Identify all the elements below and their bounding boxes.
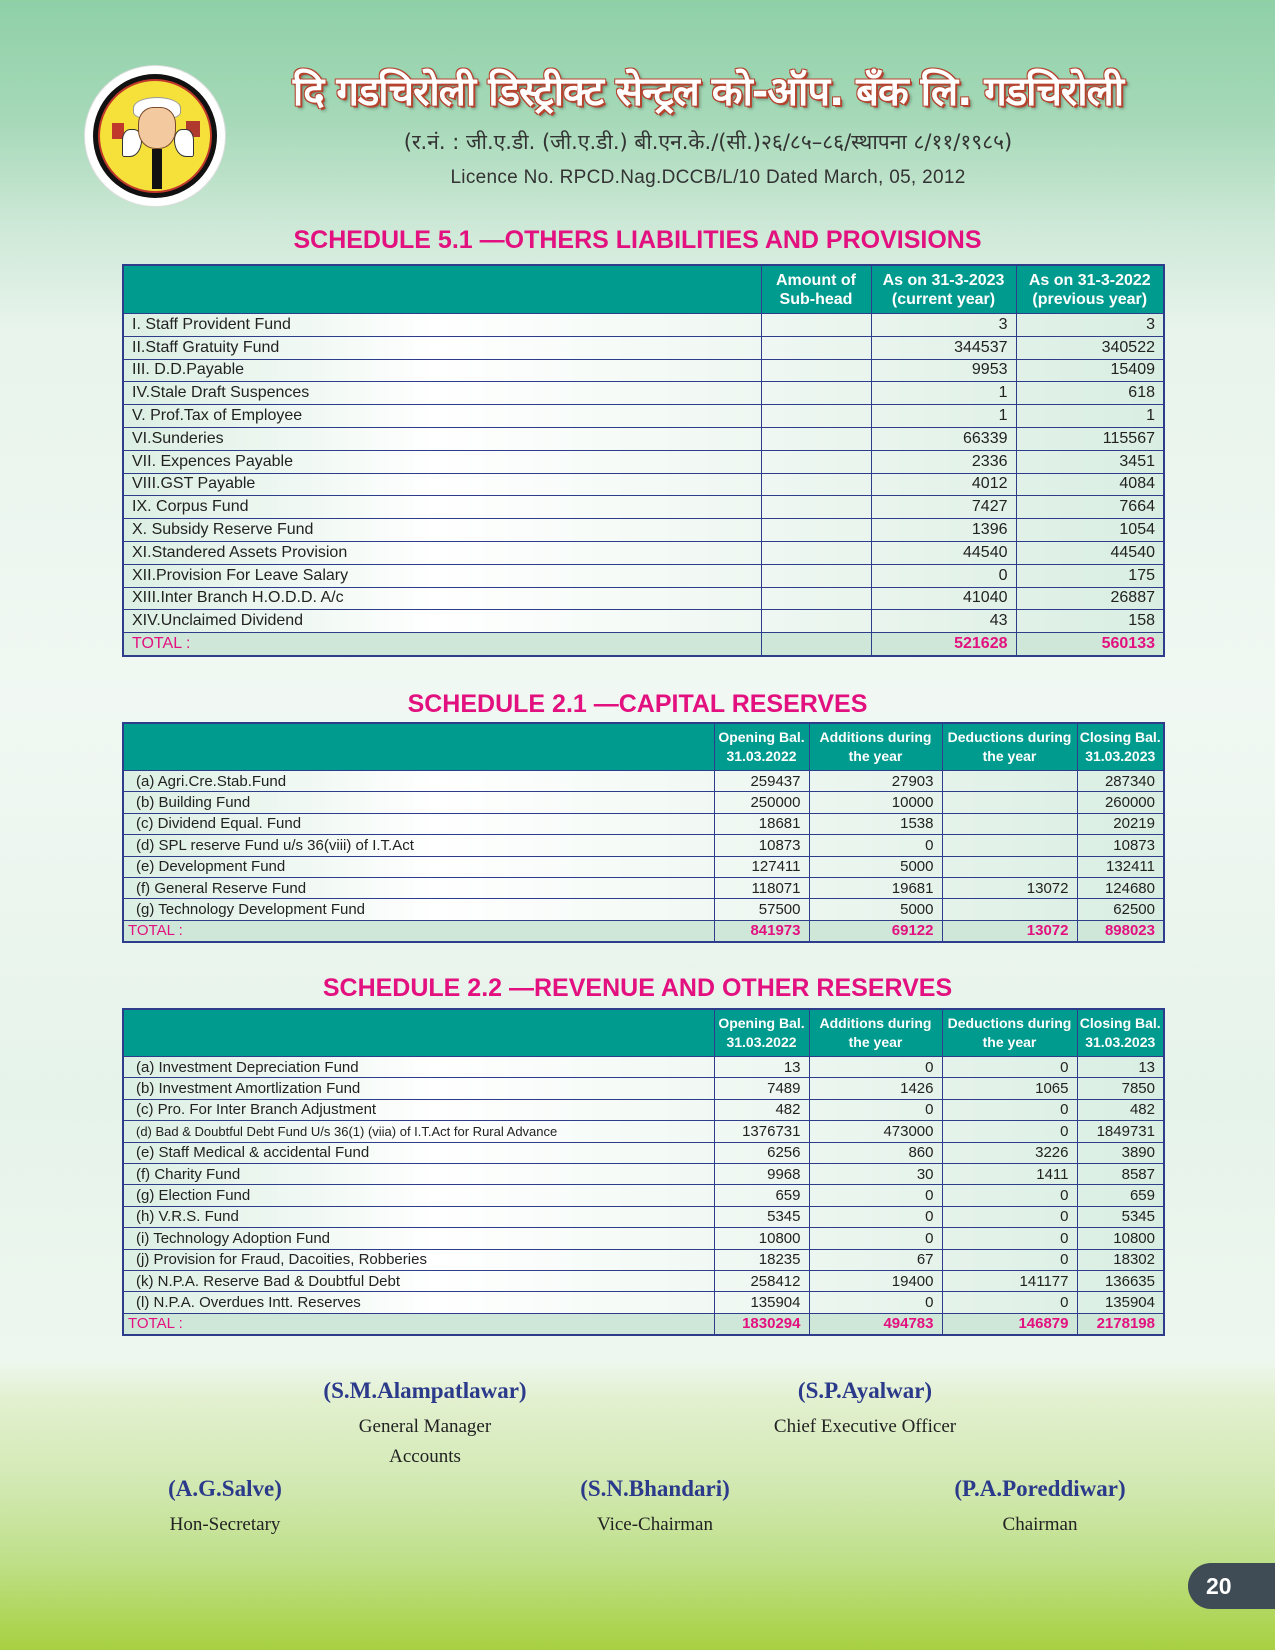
column-header [123,1009,714,1057]
column-header-line: 31.03.2022 [726,1034,797,1050]
table-row [123,1292,1164,1313]
cell-previous: 7664 [1016,496,1164,519]
cell-closing: 132411 [1077,856,1164,877]
cell-deductions: 0 [942,1185,1077,1206]
cell-opening: 135904 [714,1292,809,1313]
cell-deductions: 0 [942,1292,1077,1313]
cell-previous: 1054 [1016,519,1164,542]
signatory-role-line: Hon-Secretary [169,1514,281,1535]
column-header-line: As on 31-3-2023 [882,271,1005,289]
table-row [123,450,1164,473]
column-header-line: Additions during [819,729,932,745]
row-label: II.Staff Gratuity Fund [123,336,761,359]
cell-deductions: 146879 [942,1313,1077,1335]
cell-deductions: 141177 [942,1270,1077,1291]
cell-additions: 5000 [809,856,942,877]
row-label: (j) Provision for Fraud, Dacoities, Robberies [123,1249,714,1270]
cell-additions: 0 [809,1099,942,1120]
cell-subhead [761,633,871,656]
signatory-role [910,1510,1170,1540]
cell-additions: 494783 [809,1313,942,1335]
cell-closing: 10873 [1077,835,1164,856]
cell-additions: 1538 [809,813,942,834]
total-row [123,1313,1164,1335]
row-label: (e) Development Fund [123,856,714,877]
column-header [809,723,942,771]
column-header [942,1009,1077,1057]
cell-current: 41040 [871,587,1016,610]
signatory-name: (S.P.Ayalwar) [797,1378,933,1403]
row-label: III. D.D.Payable [123,359,761,382]
cell-closing: 18302 [1077,1249,1164,1270]
column-header-line: 31.03.2022 [726,748,797,764]
row-label: (g) Technology Development Fund [123,899,714,920]
total-row [123,920,1164,942]
cell-closing: 1849731 [1077,1121,1164,1142]
row-label: I. Staff Provident Fund [123,314,761,337]
table-row [123,1185,1164,1206]
signatory-role [270,1412,580,1472]
column-header-line: Deductions during [947,729,1072,745]
schedule-5-1-table [122,264,1165,657]
cell-previous: 618 [1016,382,1164,405]
table-header-row [123,723,1164,771]
cell-deductions: 13072 [942,920,1077,942]
row-label: VII. Expences Payable [123,450,761,473]
signatory-name: (A.G.Salve) [168,1476,282,1501]
cell-opening: 250000 [714,792,809,813]
cell-additions: 19681 [809,877,942,898]
column-header [942,723,1077,771]
cell-deductions [942,835,1077,856]
cell-additions: 473000 [809,1121,942,1142]
cell-deductions: 1065 [942,1078,1077,1099]
cell-opening: 18681 [714,813,809,834]
cell-additions: 5000 [809,899,942,920]
cell-closing: 482 [1077,1099,1164,1120]
column-header-line: Sub-head [779,290,853,308]
row-label: TOTAL : [123,633,761,656]
table-row [123,427,1164,450]
cell-subhead [761,314,871,337]
cell-current: 43 [871,610,1016,633]
cell-deductions: 0 [942,1228,1077,1249]
cell-additions: 0 [809,835,942,856]
table-row [123,1078,1164,1099]
column-header-line: Closing Bal. [1079,729,1161,745]
table-row [123,1270,1164,1291]
column-header-line: As on 31-3-2022 [1028,271,1151,289]
cell-previous: 158 [1016,610,1164,633]
column-header-line: Deductions during [947,1015,1072,1031]
cell-current: 0 [871,564,1016,587]
column-header-line: the year [848,1034,903,1050]
table-row [123,856,1164,877]
cell-previous: 44540 [1016,541,1164,564]
table-row [123,1228,1164,1249]
cell-opening: 10873 [714,835,809,856]
cell-previous: 26887 [1016,587,1164,610]
column-header-line: the year [982,1034,1037,1050]
table-row [123,541,1164,564]
cell-subhead [761,564,871,587]
cell-closing: 136635 [1077,1270,1164,1291]
schedule-2-2-table [122,1008,1165,1336]
row-label: XII.Provision For Leave Salary [123,564,761,587]
cell-previous: 560133 [1016,633,1164,656]
schedule-5-1-title: SCHEDULE 5.1 —OTHERS LIABILITIES AND PROVISIONS [293,226,982,254]
table-row [123,473,1164,496]
cell-subhead [761,359,871,382]
signatory-role [715,1412,1015,1442]
cell-subhead [761,541,871,564]
cell-subhead [761,473,871,496]
column-header [714,1009,809,1057]
cell-opening: 1830294 [714,1313,809,1335]
schedule-2-2-title: SCHEDULE 2.2 —REVENUE AND OTHER RESERVES [322,974,953,1002]
cell-closing: 10800 [1077,1228,1164,1249]
table-row [123,1206,1164,1227]
row-label: (l) N.P.A. Overdues Intt. Reserves [123,1292,714,1313]
cell-opening: 482 [714,1099,809,1120]
row-label: (e) Staff Medical & accidental Fund [123,1142,714,1163]
cell-additions: 860 [809,1142,942,1163]
cell-current: 66339 [871,427,1016,450]
table-row [123,1163,1164,1184]
cell-deductions [942,856,1077,877]
cell-closing: 2178198 [1077,1313,1164,1335]
cell-deductions: 0 [942,1121,1077,1142]
schedule-2-1-table [122,722,1165,943]
column-header-line: Opening Bal. [718,729,805,745]
cell-closing: 62500 [1077,899,1164,920]
cell-opening: 118071 [714,877,809,898]
row-label: XI.Standered Assets Provision [123,541,761,564]
column-header-line: 31.03.2023 [1085,748,1156,764]
signatory-role-line: Chairman [1002,1514,1078,1535]
signatory-role [530,1510,780,1540]
cell-closing: 13 [1077,1057,1164,1078]
bank-emblem-icon [98,79,212,193]
row-label: VI.Sunderies [123,427,761,450]
table-row [123,1142,1164,1163]
signatory-name: (S.M.Alampatlawar) [323,1378,527,1403]
cell-current: 2336 [871,450,1016,473]
cell-previous: 3451 [1016,450,1164,473]
table-row [123,359,1164,382]
table-row [123,1099,1164,1120]
column-header [123,723,714,771]
cell-deductions [942,771,1077,792]
table-row [123,813,1164,834]
row-label: (d) SPL reserve Fund u/s 36(viii) of I.T.Act [123,835,714,856]
table-row [123,314,1164,337]
signatory-name: (P.A.Poreddiwar) [954,1476,1126,1501]
column-header [1016,265,1164,314]
column-header [871,265,1016,314]
cell-deductions: 3226 [942,1142,1077,1163]
column-header-line: the year [982,748,1037,764]
row-label: VIII.GST Payable [123,473,761,496]
bank-logo [85,66,225,206]
table-row [123,835,1164,856]
column-header-line: (previous year) [1032,290,1148,308]
cell-deductions [942,813,1077,834]
cell-current: 1 [871,382,1016,405]
table-row [123,610,1164,633]
cell-opening: 259437 [714,771,809,792]
row-label: (a) Investment Depreciation Fund [123,1057,714,1078]
table-row [123,1249,1164,1270]
cell-subhead [761,336,871,359]
table-row [123,496,1164,519]
table-row [123,1057,1164,1078]
table-row [123,771,1164,792]
table-row [123,587,1164,610]
cell-opening: 13 [714,1057,809,1078]
cell-additions: 10000 [809,792,942,813]
cell-subhead [761,519,871,542]
cell-additions: 0 [809,1185,942,1206]
cell-subhead [761,382,871,405]
column-header [761,265,871,314]
row-label: (i) Technology Adoption Fund [123,1228,714,1249]
cell-previous: 15409 [1016,359,1164,382]
cell-deductions [942,899,1077,920]
cell-opening: 7489 [714,1078,809,1099]
cell-additions: 67 [809,1249,942,1270]
row-label: IV.Stale Draft Suspences [123,382,761,405]
cell-opening: 1376731 [714,1121,809,1142]
cell-closing: 8587 [1077,1163,1164,1184]
signature-general-manager [270,1378,580,1472]
table-header-row [123,265,1164,314]
cell-deductions [942,792,1077,813]
table-row [123,564,1164,587]
row-label: (a) Agri.Cre.Stab.Fund [123,771,714,792]
row-label: (c) Pro. For Inter Branch Adjustment [123,1099,714,1120]
cell-deductions: 0 [942,1206,1077,1227]
signatory-role-line: Vice-Chairman [597,1514,713,1535]
cell-opening: 9968 [714,1163,809,1184]
signature-chairman [910,1476,1170,1540]
cell-closing: 3890 [1077,1142,1164,1163]
cell-subhead [761,405,871,428]
cell-closing: 135904 [1077,1292,1164,1313]
schedule-2-1-title: SCHEDULE 2.1 —CAPITAL RESERVES [407,690,868,718]
cell-closing: 7850 [1077,1078,1164,1099]
cell-current: 7427 [871,496,1016,519]
table-row [123,382,1164,405]
farmer-face-icon [138,107,176,149]
cell-opening: 6256 [714,1142,809,1163]
cell-closing: 260000 [1077,792,1164,813]
column-header [1077,1009,1164,1057]
cell-opening: 18235 [714,1249,809,1270]
row-label: (b) Investment Amortlization Fund [123,1078,714,1099]
column-header [1077,723,1164,771]
registration-number: (र.नं. : जी.ए.डी. (जी.ए.डी.) बी.एन.के./(सी.)२६/८५–८६/स्थापना ८/११/१९८५) [403,130,1013,154]
cell-additions: 69122 [809,920,942,942]
row-label: (h) V.R.S. Fund [123,1206,714,1227]
cell-opening: 127411 [714,856,809,877]
column-header-line: Amount of [776,271,856,289]
cell-previous: 3 [1016,314,1164,337]
table-row [123,899,1164,920]
row-label: V. Prof.Tax of Employee [123,405,761,428]
column-header-line: (current year) [891,290,996,308]
table-row [123,792,1164,813]
signatory-role-line: Accounts [389,1446,461,1467]
row-label: (b) Building Fund [123,792,714,813]
cell-previous: 175 [1016,564,1164,587]
cell-closing: 124680 [1077,877,1164,898]
signatory-role-line: General Manager [358,1416,492,1437]
row-label: (f) General Reserve Fund [123,877,714,898]
row-label: XIV.Unclaimed Dividend [123,610,761,633]
cell-opening: 10800 [714,1228,809,1249]
cell-previous: 115567 [1016,427,1164,450]
column-header-line: the year [848,748,903,764]
cell-current: 1 [871,405,1016,428]
table-row [123,519,1164,542]
cell-additions: 0 [809,1228,942,1249]
table-row [123,1121,1164,1142]
row-label: X. Subsidy Reserve Fund [123,519,761,542]
row-label: (f) Charity Fund [123,1163,714,1184]
cell-opening: 57500 [714,899,809,920]
cell-current: 344537 [871,336,1016,359]
cell-subhead [761,496,871,519]
total-row [123,633,1164,656]
signature-vice-chairman [530,1476,780,1540]
cell-additions: 30 [809,1163,942,1184]
cell-additions: 27903 [809,771,942,792]
column-header [123,265,761,314]
cell-current: 4012 [871,473,1016,496]
table-row [123,877,1164,898]
cell-current: 9953 [871,359,1016,382]
column-header-line: Opening Bal. [718,1015,805,1031]
column-header-line: Closing Bal. [1079,1015,1161,1031]
cell-deductions: 0 [942,1249,1077,1270]
cell-previous: 4084 [1016,473,1164,496]
cell-previous: 1 [1016,405,1164,428]
bank-name: दि गडचिरोली डिस्ट्रीक्ट सेन्ट्रल को-ऑप. बँक लि. गडचिरोली [292,69,1124,115]
cell-opening: 5345 [714,1206,809,1227]
cell-previous: 340522 [1016,336,1164,359]
signature-hon-secretary [110,1476,340,1540]
table-row [123,336,1164,359]
cell-subhead [761,587,871,610]
cell-additions: 0 [809,1292,942,1313]
column-header [714,723,809,771]
cell-additions: 1426 [809,1078,942,1099]
signatory-role [110,1510,340,1540]
cell-current: 521628 [871,633,1016,656]
cell-additions: 19400 [809,1270,942,1291]
cell-closing: 5345 [1077,1206,1164,1227]
cell-closing: 287340 [1077,771,1164,792]
signature-ceo [715,1378,1015,1442]
cell-opening: 258412 [714,1270,809,1291]
tree-stem-icon [152,149,162,189]
cell-closing: 659 [1077,1185,1164,1206]
table-row [123,405,1164,428]
cell-subhead [761,610,871,633]
cell-deductions: 0 [942,1057,1077,1078]
cell-deductions: 1411 [942,1163,1077,1184]
cell-subhead [761,427,871,450]
row-label: (c) Dividend Equal. Fund [123,813,714,834]
cell-current: 44540 [871,541,1016,564]
cell-current: 3 [871,314,1016,337]
cell-closing: 20219 [1077,813,1164,834]
row-label: (d) Bad & Doubtful Debt Fund U/s 36(1) (viia) of I.T.Act for Rural Advance [123,1121,714,1142]
cell-additions: 0 [809,1057,942,1078]
cell-deductions: 0 [942,1099,1077,1120]
cell-deductions: 13072 [942,877,1077,898]
signatory-name: (S.N.Bhandari) [580,1476,730,1501]
row-label: TOTAL : [123,920,714,942]
cell-opening: 841973 [714,920,809,942]
signatory-role-line: Chief Executive Officer [773,1416,957,1437]
cell-additions: 0 [809,1206,942,1227]
column-header-line: Additions during [819,1015,932,1031]
hand-icon [174,129,194,157]
row-label: IX. Corpus Fund [123,496,761,519]
row-label: TOTAL : [123,1313,714,1335]
row-label: (k) N.P.A. Reserve Bad & Doubtful Debt [123,1270,714,1291]
cell-subhead [761,450,871,473]
licence-number: Licence No. RPCD.Nag.DCCB/L/10 Dated March, 05, 2012 [450,167,966,188]
row-label: (g) Election Fund [123,1185,714,1206]
cell-closing: 898023 [1077,920,1164,942]
column-header-line: 31.03.2023 [1085,1034,1156,1050]
table-header-row [123,1009,1164,1057]
cell-current: 1396 [871,519,1016,542]
page-number: 20 [1188,1563,1275,1609]
row-label: XIII.Inter Branch H.O.D.D. A/c [123,587,761,610]
column-header [809,1009,942,1057]
cell-opening: 659 [714,1185,809,1206]
